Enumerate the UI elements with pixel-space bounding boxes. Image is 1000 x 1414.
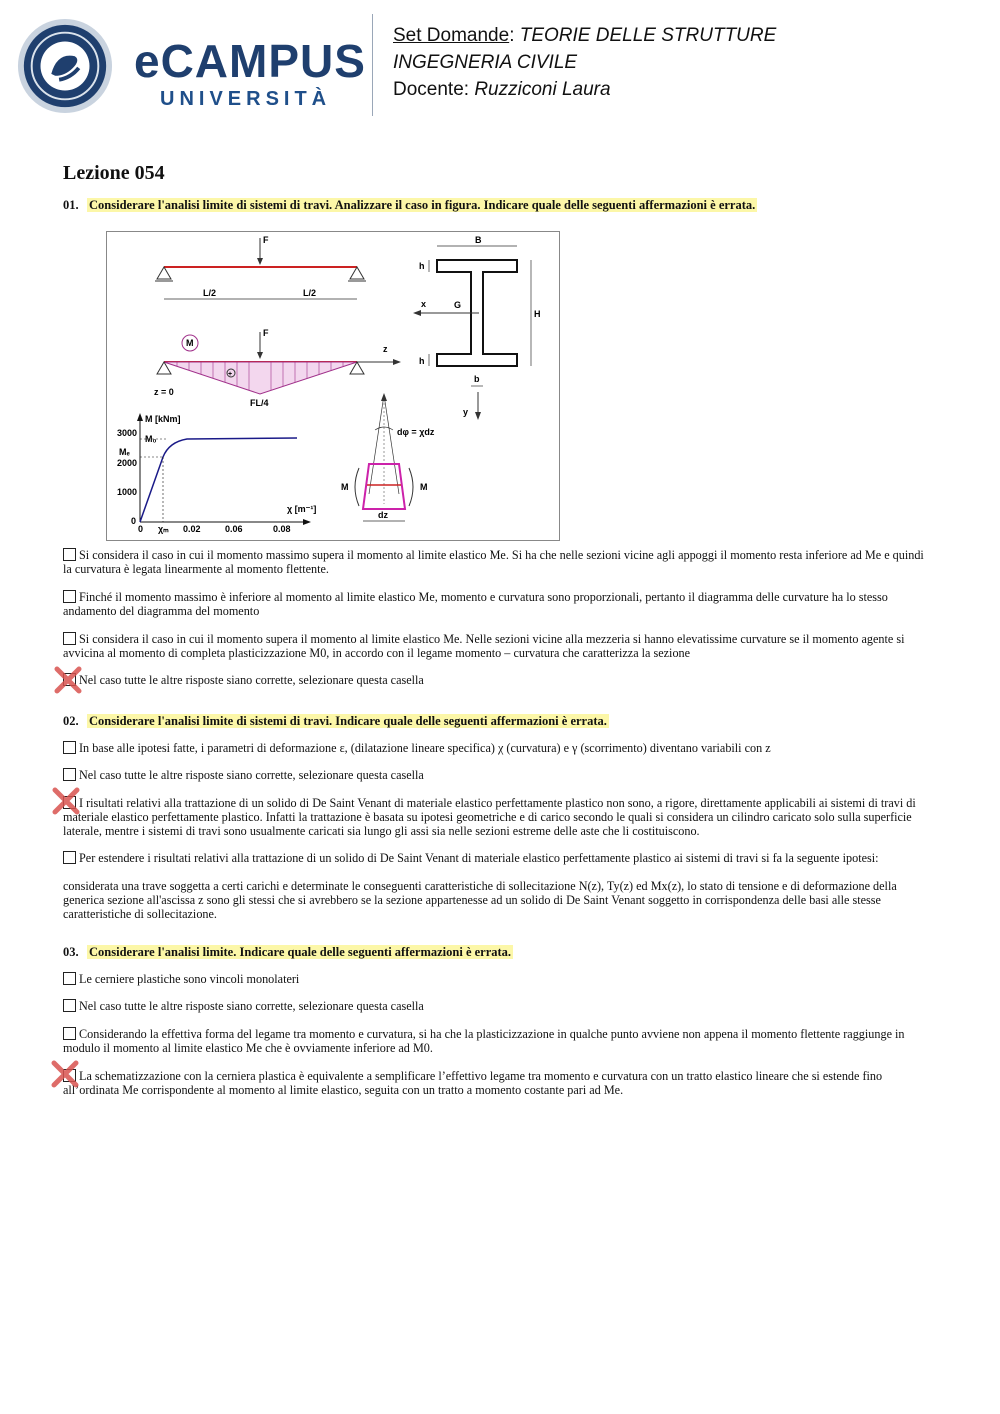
fig-label: h — [419, 261, 425, 271]
answer-text: Si considera il caso in cui il momento massimo supera il momento al limite elastico Me. Si ha che nelle sezioni vicine agli appoggi il momento resta inferiore ad Me e quindi la curvatura è legata linearmente al momento flettente. — [63, 548, 924, 576]
set-info: Set Domande: TEORIE DELLE STRUTTURE INGEGNERIA CIVILE Docente: Ruzziconi Laura — [393, 25, 777, 100]
fig-label: M — [341, 482, 349, 492]
question-2-header — [63, 714, 609, 729]
fig-label: Mₑ — [119, 447, 130, 457]
fig-label: G — [454, 300, 462, 310]
answer-option[interactable] — [63, 741, 929, 755]
answer-option[interactable] — [63, 1027, 929, 1055]
answer-text: Nel caso tutte le altre risposte siano corrette, selezionare questa casella — [79, 673, 424, 687]
question-figure — [106, 231, 560, 541]
fig-label: z — [383, 344, 388, 354]
fig-label: FL/4 — [250, 398, 269, 408]
fig-label: 1000 — [117, 487, 138, 497]
answer-option[interactable] — [63, 632, 929, 660]
docente-label: Docente: — [393, 79, 470, 100]
docente-name: Ruzziconi Laura — [474, 79, 611, 100]
answer-text: Finché il momento massimo è inferiore al momento al limite elastico Me, momento e curvatura sono proporzionali, pertanto il diagramma delle curvature ha lo stesso andamento del diagramma del momento — [63, 590, 888, 618]
fig-label: y — [463, 407, 469, 417]
question-number: 01. — [63, 198, 79, 212]
answer-option[interactable] — [63, 851, 929, 865]
fig-label: 2000 — [117, 458, 138, 468]
fig-label: dz — [378, 510, 388, 520]
ecampus-logo-icon — [16, 17, 114, 115]
answer-text: I risultati relativi alla trattazione di un solido di De Saint Venant di materiale elastico perfettamente plastico non sono, a rigore, direttamente applicabili ai sistemi di travi di materiale elastico perfettamente plastico. Infatti la trattazione è basata su ipotesi geometriche e di carico secondo le quali si considera un cilindro caricato solo sulla superficie laterale, mentre i sistemi di travi sono usualmente caricati sia lungo gli assi sia nelle sezioni estreme delle aste che li costituiscono. — [63, 796, 916, 838]
wrong-answer-cross-icon — [53, 665, 83, 695]
page-header — [0, 0, 1000, 130]
answer-option[interactable] — [63, 999, 929, 1013]
answer-text: Nel caso tutte le altre risposte siano corrette, selezionare questa casella — [79, 999, 424, 1013]
fig-label: + — [228, 371, 233, 378]
fig-label: 0.06 — [225, 524, 243, 534]
fig-label: H — [534, 309, 541, 319]
wrong-answer-cross-icon — [50, 1059, 80, 1089]
answer-text: Per estendere i risultati relativi alla trattazione di un solido di De Saint Venant di materiale elastico perfettamente plastico ai sistemi di travi si fa la seguente ipotesi: — [79, 851, 879, 865]
fig-label: dφ = χdz — [397, 427, 435, 437]
fig-label: χₘ — [158, 524, 169, 534]
answer-option[interactable] — [63, 796, 929, 838]
fig-label: 0 — [138, 524, 144, 534]
question-text: Considerare l'analisi limite di sistemi di travi. Indicare quale delle seguenti affermazioni è errata. — [89, 714, 607, 728]
answer-checkbox[interactable] — [63, 768, 76, 781]
answer-checkbox[interactable] — [63, 999, 76, 1012]
answer-checkbox[interactable] — [63, 590, 76, 603]
question-text: Considerare l'analisi limite. Indicare quale delle seguenti affermazioni è errata. — [89, 945, 512, 959]
answer-text: Le cerniere plastiche sono vincoli monolateri — [79, 972, 300, 986]
fig-label: x — [421, 299, 427, 309]
answer-checkbox[interactable] — [63, 851, 76, 864]
fig-label: 3000 — [117, 428, 138, 438]
fig-label: M₀ — [145, 434, 157, 444]
question-3-header — [63, 945, 513, 960]
answer-checkbox[interactable] — [63, 548, 76, 561]
wrong-answer-cross-icon — [51, 786, 81, 816]
fig-label: L/2 — [203, 288, 217, 298]
fig-label: M — [420, 482, 428, 492]
fig-label: 0.02 — [183, 524, 201, 534]
answer-text: Considerando la effettiva forma del legame tra momento e curvatura, si ha che la plasticizzazione in qualche punto avviene non appena il momento flettente raggiunge in modulo il momento al limite elastico Me che è ovviamente inferiore ad M0. — [63, 1027, 905, 1055]
brand-logo-text — [134, 35, 366, 111]
question-1-header — [63, 198, 757, 213]
answer-checkbox[interactable] — [63, 972, 76, 985]
answer-option[interactable] — [63, 1069, 929, 1097]
answer-text: La schematizzazione con la cerniera plastica è equivalente a semplificare l’effettivo legame tra momento e curvatura con un tratto elastico lineare che si estende fino all’ordinata Me corrispondente al momento al limite elastico, seguita con un tratto a momento costante pari ad Me. — [63, 1069, 883, 1097]
answer-checkbox[interactable] — [63, 1027, 76, 1040]
question-number: 03. — [63, 945, 79, 959]
fig-label: z = 0 — [154, 387, 174, 397]
fig-label: χ [m⁻¹] — [287, 504, 317, 514]
set-title-1: TEORIE DELLE STRUTTURE — [519, 25, 777, 46]
answer-option[interactable] — [63, 548, 929, 576]
fig-label: 0 — [131, 516, 137, 526]
fig-label: b — [474, 374, 480, 384]
answer-checkbox[interactable] — [63, 741, 76, 754]
beam-diagram — [107, 232, 559, 540]
question-number: 02. — [63, 714, 79, 728]
answer-option[interactable] — [63, 673, 929, 687]
answer-text: In base alle ipotesi fatte, i parametri di deformazione ε, (dilatazione lineare specifica) χ (curvatura) e γ (scorrimento) diventano variabili con z — [79, 741, 771, 755]
answer-option[interactable] — [63, 768, 929, 782]
answer-text: Si considera il caso in cui il momento supera il momento al limite elastico Me. Nelle sezioni vicine alla mezzeria si hanno elevatissime curvature se il momento agente si avvicina al momento di completa plasticizzazione M0, in accordo con il legame momento – curvatura che caratterizza la sezione — [63, 632, 905, 660]
answer-text: Nel caso tutte le altre risposte siano corrette, selezionare questa casella — [79, 768, 424, 782]
answer-option[interactable] — [63, 590, 929, 618]
fig-label: F — [263, 328, 269, 338]
brand-main: eCAMPUS — [134, 35, 366, 87]
set-label: Set Domande — [393, 25, 510, 46]
question-text: Considerare l'analisi limite di sistemi di travi. Analizzare il caso in figura. Indicare quale delle seguenti affermazioni è errata. — [89, 198, 756, 212]
fig-label: B — [475, 235, 482, 245]
answer-continuation: considerata una trave soggetta a certi carichi e determinate le conseguenti caratteristiche di sollecitazione N(z), Ty(z) ed Mx(z), lo stato di tensione e di deformazione della generica sezione all'ascissa z sono gli stessi che si avrebbero se la sezione appartenesse ad un solido di De Saint Venant soggetto in corrispondenza delle basi alle stesse caratteristiche di sollecitazione. — [63, 879, 897, 921]
answer-checkbox[interactable] — [63, 632, 76, 645]
lesson-title: Lezione 054 — [63, 162, 165, 184]
brand-sub: UNIVERSITÀ — [160, 88, 332, 110]
answer-option[interactable] — [63, 972, 929, 986]
fig-label: M [kNm] — [145, 414, 181, 424]
fig-label: F — [263, 235, 269, 245]
fig-label: h — [419, 356, 425, 366]
fig-label: 0.08 — [273, 524, 291, 534]
fig-label: L/2 — [303, 288, 317, 298]
set-title-2: INGEGNERIA CIVILE — [393, 52, 578, 73]
header-divider — [372, 14, 373, 116]
fig-label: M — [186, 338, 194, 348]
